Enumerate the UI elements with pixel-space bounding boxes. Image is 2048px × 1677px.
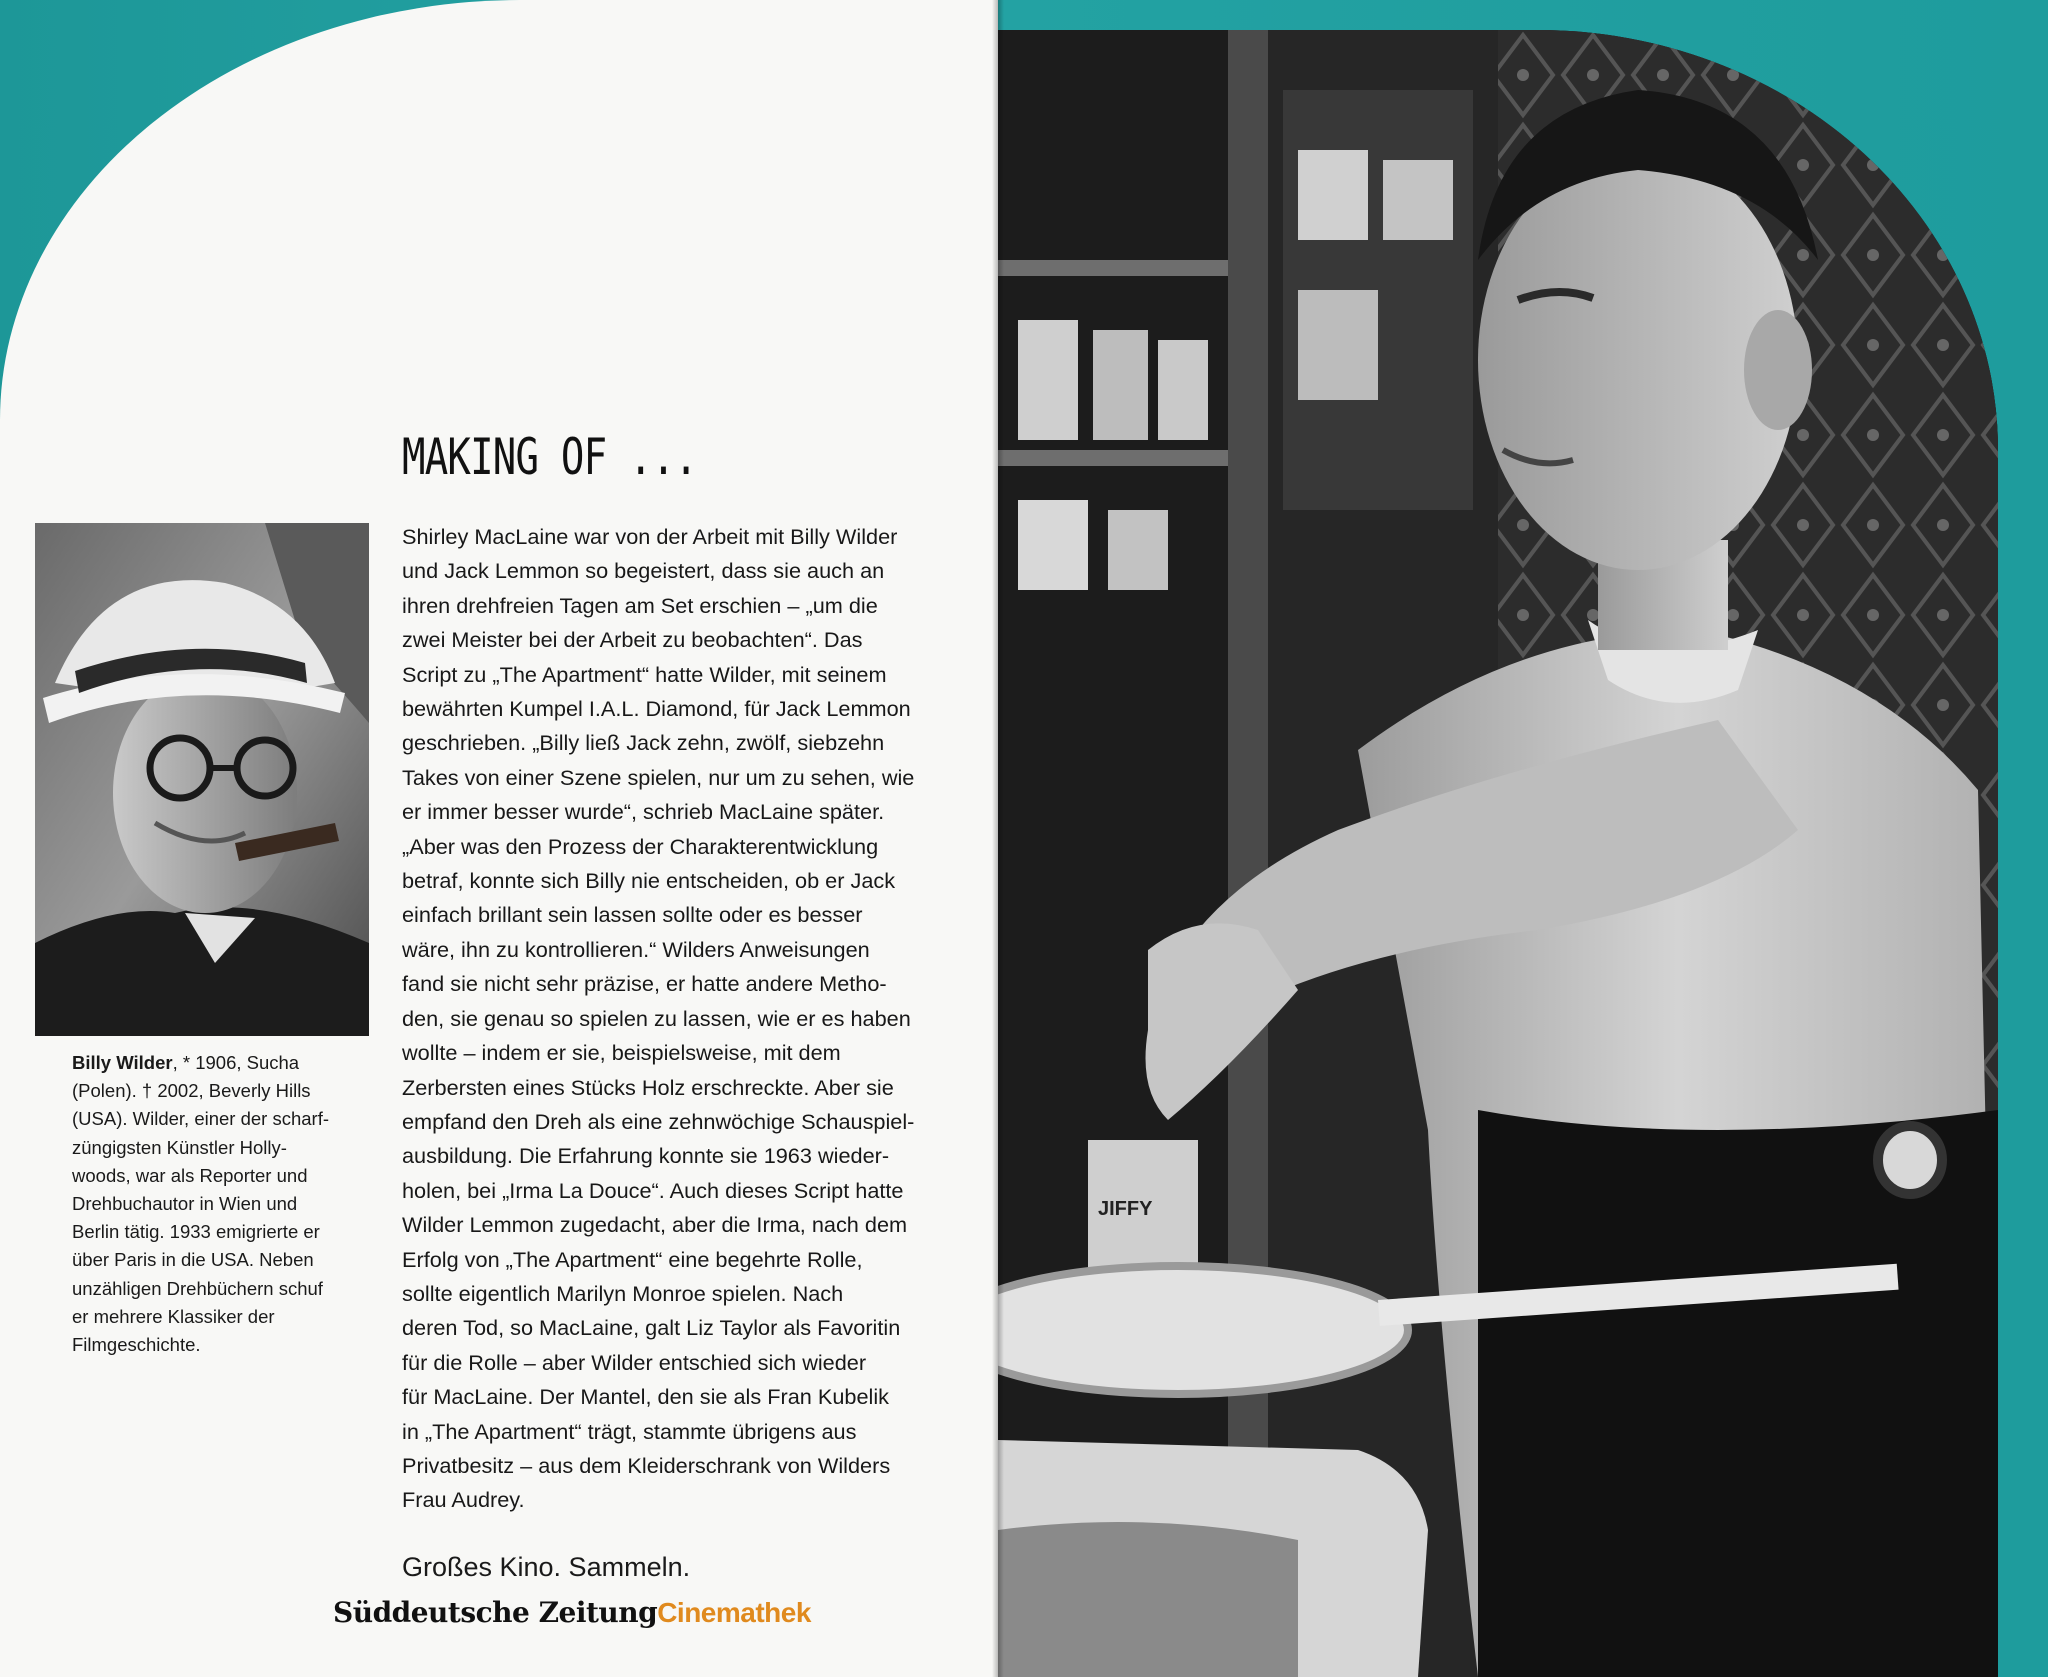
caption-line: züngigsten Künstler Holly- bbox=[72, 1136, 287, 1158]
article-line: empfand den Dreh als eine zehnwöchige Schauspiel- bbox=[402, 1108, 915, 1134]
article-line: Script zu „The Apartment“ hatte Wilder, mit seinem bbox=[402, 661, 887, 687]
caption-line: (USA). Wilder, einer der scharf- bbox=[72, 1108, 330, 1130]
jack-lemmon-kitchen-photo bbox=[998, 30, 1998, 1677]
article-line: er immer besser wurde“, schrieb MacLaine später. bbox=[402, 799, 885, 825]
billy-wilder-portrait bbox=[35, 523, 369, 1036]
article-line: holen, bei „Irma La Douce“. Auch dieses Script hatte bbox=[402, 1177, 904, 1203]
caption-line: (Polen). † 2002, Beverly Hills bbox=[72, 1080, 311, 1102]
article-line: Frau Audrey. bbox=[402, 1487, 525, 1513]
article-line: Privatbesitz – aus dem Kleiderschrank von Wilders bbox=[402, 1452, 891, 1478]
article-line: Erfolg von „The Apartment“ eine begehrte Rolle, bbox=[402, 1246, 863, 1272]
caption-line: Drehbuchautor in Wien und bbox=[72, 1193, 298, 1215]
article-line: einfach brillant sein lassen sollte oder es besser bbox=[402, 902, 863, 928]
article-body bbox=[402, 520, 967, 1518]
caption-line: über Paris in die USA. Neben bbox=[72, 1249, 314, 1271]
page-title: MAKING OF ... bbox=[402, 428, 698, 486]
article-line: Takes von einer Szene spielen, nur um zu sehen, wie bbox=[402, 764, 915, 790]
article-line: zwei Meister bei der Arbeit zu beobachten“. Das bbox=[402, 627, 863, 653]
article-line: bewährten Kumpel I.A.L. Diamond, für Jack Lemmon bbox=[402, 696, 911, 722]
brand-logo bbox=[333, 1596, 811, 1629]
article-line: in „The Apartment“ trägt, stammte übrigens aus bbox=[402, 1418, 857, 1444]
jar-label: JIFFY bbox=[1098, 1198, 1153, 1220]
article-line: und Jack Lemmon so begeistert, dass sie auch an bbox=[402, 558, 885, 584]
article-line: ausbildung. Die Erfahrung konnte sie 1963 wieder- bbox=[402, 1143, 890, 1169]
caption-name: Billy Wilder bbox=[72, 1052, 173, 1073]
article-line: betraf, konnte sich Billy nie entscheiden, ob er Jack bbox=[402, 868, 896, 894]
caption-line: unzähligen Drehbüchern schuf bbox=[72, 1277, 323, 1299]
caption-line: er mehrere Klassiker der bbox=[72, 1305, 275, 1327]
article-line: den, sie genau so spielen zu lassen, wie er es haben bbox=[402, 1005, 911, 1031]
article-line: ihren drehfreien Tagen am Set erschien – „um die bbox=[402, 592, 878, 618]
article-line: sollte eigentlich Marilyn Monroe spielen. Nach bbox=[402, 1280, 844, 1306]
book-spine bbox=[992, 0, 1004, 1677]
caption-line: woods, war als Reporter und bbox=[72, 1164, 308, 1186]
article-line: wäre, ihn zu kontrollieren.“ Wilders Anweisungen bbox=[402, 936, 870, 962]
article-line: Zerbersten eines Stücks Holz erschreckte. Aber sie bbox=[402, 1074, 894, 1100]
film-still-photo bbox=[998, 30, 1998, 1677]
article-line: deren Tod, so MacLaine, galt Liz Taylor als Favoritin bbox=[402, 1315, 901, 1341]
brand-sub: Cinemathek bbox=[657, 1597, 811, 1628]
article-line: geschrieben. „Billy ließ Jack zehn, zwölf, siebzehn bbox=[402, 730, 885, 756]
article-line: für MacLaine. Der Mantel, den sie als Fran Kubelik bbox=[402, 1384, 889, 1410]
brand-name: Süddeutsche Zeitung bbox=[333, 1596, 658, 1629]
caption-line: Berlin tätig. 1933 emigrierte er bbox=[72, 1221, 320, 1243]
article-line: Shirley MacLaine war von der Arbeit mit Billy Wilder bbox=[402, 524, 898, 549]
article-line: fand sie nicht sehr präzise, er hatte andere Metho- bbox=[402, 971, 887, 997]
article-line: „Aber was den Prozess der Charakterentwicklung bbox=[402, 833, 879, 859]
caption-line: Filmgeschichte. bbox=[72, 1334, 201, 1356]
article-line: Wilder Lemmon zugedacht, aber die Irma, nach dem bbox=[402, 1212, 908, 1238]
portrait-caption bbox=[72, 1049, 372, 1359]
slogan: Großes Kino. Sammeln. bbox=[402, 1552, 691, 1582]
article-line: wollte – indem er sie, beispielsweise, mit dem bbox=[402, 1040, 841, 1066]
article-line: für die Rolle – aber Wilder entschied sich wieder bbox=[402, 1349, 867, 1375]
caption-line: , * 1906, Sucha bbox=[172, 1052, 300, 1073]
